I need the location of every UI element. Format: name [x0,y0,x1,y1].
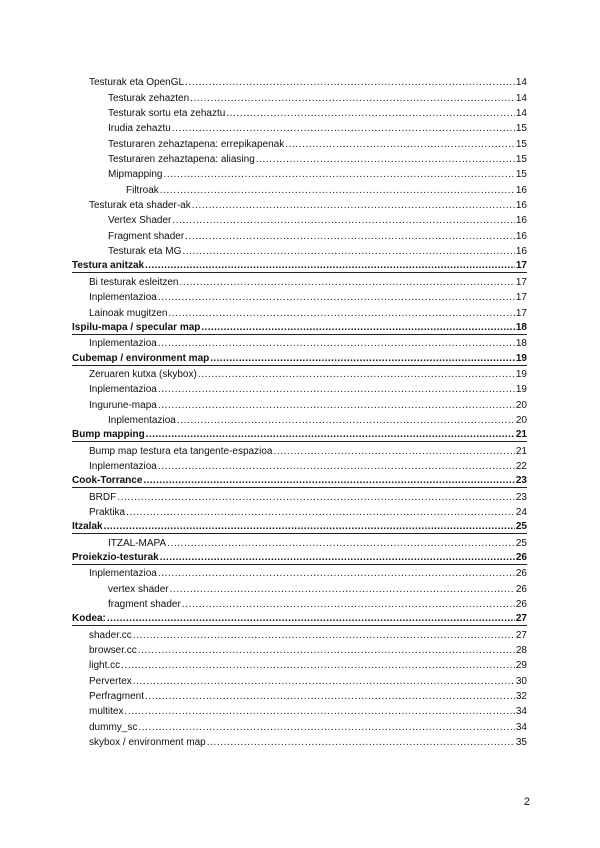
toc-entry[interactable] [72,135,527,150]
toc-entry-page: 26 [515,568,527,580]
toc-entry-page: 14 [515,77,527,89]
toc-entry-page: 21 [515,445,527,457]
toc-entry-title: Testura anitzak [72,260,145,272]
toc-entry[interactable] [72,289,527,304]
toc-entry-title: Kodea: [72,613,106,625]
toc-dot-leader [160,185,515,197]
toc-entry[interactable] [72,642,527,657]
toc-entry-title: multitex [89,706,124,718]
toc-entry-title: Testurak eta OpenGL [89,77,185,89]
toc-entry-page: 14 [515,92,527,104]
toc-entry-page: 23 [515,491,527,503]
toc-entry[interactable] [72,534,527,549]
toc-entry-page: 25 [515,521,527,533]
toc-entry[interactable] [72,273,527,288]
toc-entry-title: Praktika [89,506,126,518]
toc-dot-leader [158,400,515,412]
toc-entry-title: Vertex Shader [108,215,172,227]
toc-entry[interactable] [72,473,527,488]
toc-entry-title: Irudia zehaztu [108,123,171,135]
toc-entry-page: 20 [515,414,527,426]
toc-dot-leader [133,630,515,642]
toc-dot-leader [104,521,515,533]
toc-entry[interactable] [72,718,527,733]
toc-entry-title: Bump mapping [72,429,145,441]
toc-dot-leader [107,613,515,625]
toc-entry-page: 19 [515,352,527,364]
toc-entry-title: skybox / environment map [89,737,206,749]
toc-entry-title: Testurak eta shader-ak [89,200,191,212]
toc-dot-leader [126,507,515,519]
toc-entry-title: fragment shader [108,599,181,611]
toc-dot-leader [180,277,515,289]
toc-entry-page: 21 [515,429,527,441]
toc-entry-page: 34 [515,721,527,733]
toc-dot-leader [273,446,514,458]
toc-dot-leader [192,200,515,212]
toc-entry[interactable] [72,458,527,473]
toc-entry[interactable] [72,350,527,365]
toc-dot-leader [146,429,515,441]
toc-entry-page: 17 [515,307,527,319]
toc-entry-page: 16 [515,230,527,242]
toc-dot-leader [185,231,515,243]
toc-dot-leader [158,461,515,473]
toc-entry-page: 26 [515,583,527,595]
toc-entry[interactable] [72,396,527,411]
toc-dot-leader [177,415,515,427]
toc-dot-leader [163,169,514,181]
toc-entry-page: 18 [515,321,527,333]
toc-entry-page: 35 [515,737,527,749]
toc-dot-leader [145,691,515,703]
toc-entry[interactable] [72,580,527,595]
toc-entry-page: 27 [515,613,527,625]
toc-entry-page: 15 [515,154,527,166]
toc-entry-title: Perfragment [89,691,145,703]
toc-entry-page: 15 [515,169,527,181]
toc-entry-page: 15 [515,138,527,150]
toc-entry[interactable] [72,181,527,196]
toc-entry[interactable] [72,74,527,89]
toc-entry-title: Ispilu-mapa / specular map [72,321,201,333]
toc-entry-page: 17 [515,292,527,304]
toc-entry-title: dummy_sc [89,721,138,733]
toc-entry-page: 18 [515,338,527,350]
toc-dot-leader [207,737,515,749]
toc-dot-leader [168,308,514,320]
toc-entry-page: 26 [515,552,527,563]
toc-entry[interactable] [72,151,527,166]
toc-entry-title: Lainoak mugitzen [89,307,168,319]
toc-entry-page: 16 [515,184,527,196]
toc-entry-title: Testuraren zehaztapena: aliasing [108,154,255,166]
toc-entry[interactable] [72,227,527,242]
toc-entry-title: Filtroak [126,184,159,196]
toc-entry-title: Testuraren zehaztapena: errepikapenak [108,138,285,150]
toc-dot-leader [158,568,515,580]
toc-entry-page: 27 [515,629,527,641]
toc-dot-leader [143,475,514,487]
toc-entry-title: Testurak eta MG [108,246,182,258]
toc-entry[interactable] [72,412,527,427]
toc-entry-title: ITZAL-MAPA [108,537,167,549]
toc-entry-title: Proiekzio-testurak [72,552,159,563]
toc-dot-leader [124,706,514,718]
toc-entry-page: 19 [515,368,527,380]
toc-entry[interactable] [72,734,527,749]
toc-entry[interactable] [72,672,527,687]
toc-entry[interactable] [72,120,527,135]
toc-dot-leader [138,722,515,734]
toc-dot-leader [145,260,515,272]
toc-entry-page: 24 [515,506,527,518]
toc-entry[interactable] [72,243,527,258]
toc-dot-leader [167,538,515,550]
toc-entry-title: Inplementazioa [89,460,157,472]
toc-entry-page: 28 [515,645,527,657]
toc-dot-leader [158,292,515,304]
toc-entry[interactable] [72,166,527,181]
toc-entry[interactable] [72,550,527,565]
toc-entry[interactable] [72,565,527,580]
toc-entry[interactable] [72,703,527,718]
toc-entry[interactable] [72,688,527,703]
toc-entry-page: 25 [515,537,527,549]
toc-entry-title: Testurak zehazten [108,92,190,104]
toc-entry-title: light.cc [89,660,121,672]
toc-entry-title: Inplementazioa [89,292,157,304]
toc-entry[interactable] [72,596,527,611]
toc-entry-page: 30 [515,675,527,687]
toc-entry[interactable] [72,335,527,350]
toc-entry[interactable] [72,105,527,120]
toc-dot-leader [158,384,515,396]
toc-entry-title: Inplementazioa [89,338,157,350]
toc-entry[interactable] [72,657,527,672]
toc-entry-title: Inplementazioa [89,384,157,396]
toc-dot-leader [185,77,515,89]
toc-dot-leader [226,108,515,120]
toc-entry-title: shader.cc [89,629,132,641]
toc-dot-leader [182,246,515,258]
toc-entry-page: 34 [515,706,527,718]
toc-entry-title: Itzalak [72,521,103,533]
toc-dot-leader [172,215,515,227]
toc-dot-leader [182,599,515,611]
toc-dot-leader [133,676,515,688]
toc-entry-page: 16 [515,246,527,258]
toc-entry[interactable] [72,488,527,503]
toc-entry[interactable] [72,212,527,227]
toc-dot-leader [256,154,515,166]
toc-entry[interactable] [72,381,527,396]
toc-entry-page: 16 [515,215,527,227]
toc-entry-title: Cubemap / environment map [72,352,210,364]
toc-entry-page: 26 [515,599,527,611]
toc-entry-page: 15 [515,123,527,135]
toc-dot-leader [170,584,515,596]
toc-entry-page: 22 [515,460,527,472]
toc-entry-title: Bump map testura eta tangente-espazioa [89,445,273,457]
toc-entry[interactable] [72,258,527,273]
toc-entry-page: 20 [515,399,527,411]
toc-entry-page: 29 [515,660,527,672]
toc-entry[interactable] [72,519,527,534]
toc-entry-page: 17 [515,260,527,272]
toc-entry[interactable] [72,611,527,626]
toc-dot-leader [160,552,515,564]
toc-entry-title: Bi testurak esleitzen [89,276,179,288]
toc-entry[interactable] [72,304,527,319]
toc-entry-title: Mipmapping [108,169,163,181]
toc-entry-title: vertex shader [108,583,169,595]
toc-dot-leader [117,492,515,504]
toc-dot-leader [172,123,515,135]
toc-entry-page: 16 [515,200,527,212]
toc-entry-title: Testurak sortu eta zehaztu [108,108,226,120]
toc-dot-leader [210,353,515,365]
toc-entry[interactable] [72,197,527,212]
toc-entry-page: 14 [515,108,527,120]
table-of-contents [72,74,527,749]
toc-entry-title: browser.cc [89,645,137,657]
page-number: 2 [523,796,530,808]
toc-entry-title: Inplementazioa [108,414,176,426]
toc-entry-page: 23 [515,475,527,487]
toc-dot-leader [138,645,515,657]
toc-entry[interactable] [72,626,527,641]
toc-entry-title: Ingurune-mapa [89,399,157,411]
toc-entry[interactable] [72,504,527,519]
toc-dot-leader [121,660,515,672]
toc-entry[interactable] [72,427,527,442]
toc-entry-title: Inplementazioa [89,568,157,580]
toc-dot-leader [285,139,515,151]
toc-dot-leader [198,369,515,381]
toc-entry-title: Cook-Torrance [72,475,143,487]
toc-entry-page: 17 [515,276,527,288]
toc-entry-title: BRDF [89,491,117,503]
toc-entry-page: 32 [515,691,527,703]
toc-entry[interactable] [72,366,527,381]
toc-entry-title: Zeruaren kutxa (skybox) [89,368,197,380]
toc-entry[interactable] [72,89,527,104]
toc-dot-leader [190,93,515,105]
toc-entry-title: Pervertex [89,675,132,687]
toc-entry-title: Fragment shader [108,230,185,242]
toc-entry-page: 19 [515,384,527,396]
toc-dot-leader [158,338,515,350]
toc-entry[interactable] [72,320,527,335]
toc-dot-leader [201,322,515,334]
toc-entry[interactable] [72,442,527,457]
